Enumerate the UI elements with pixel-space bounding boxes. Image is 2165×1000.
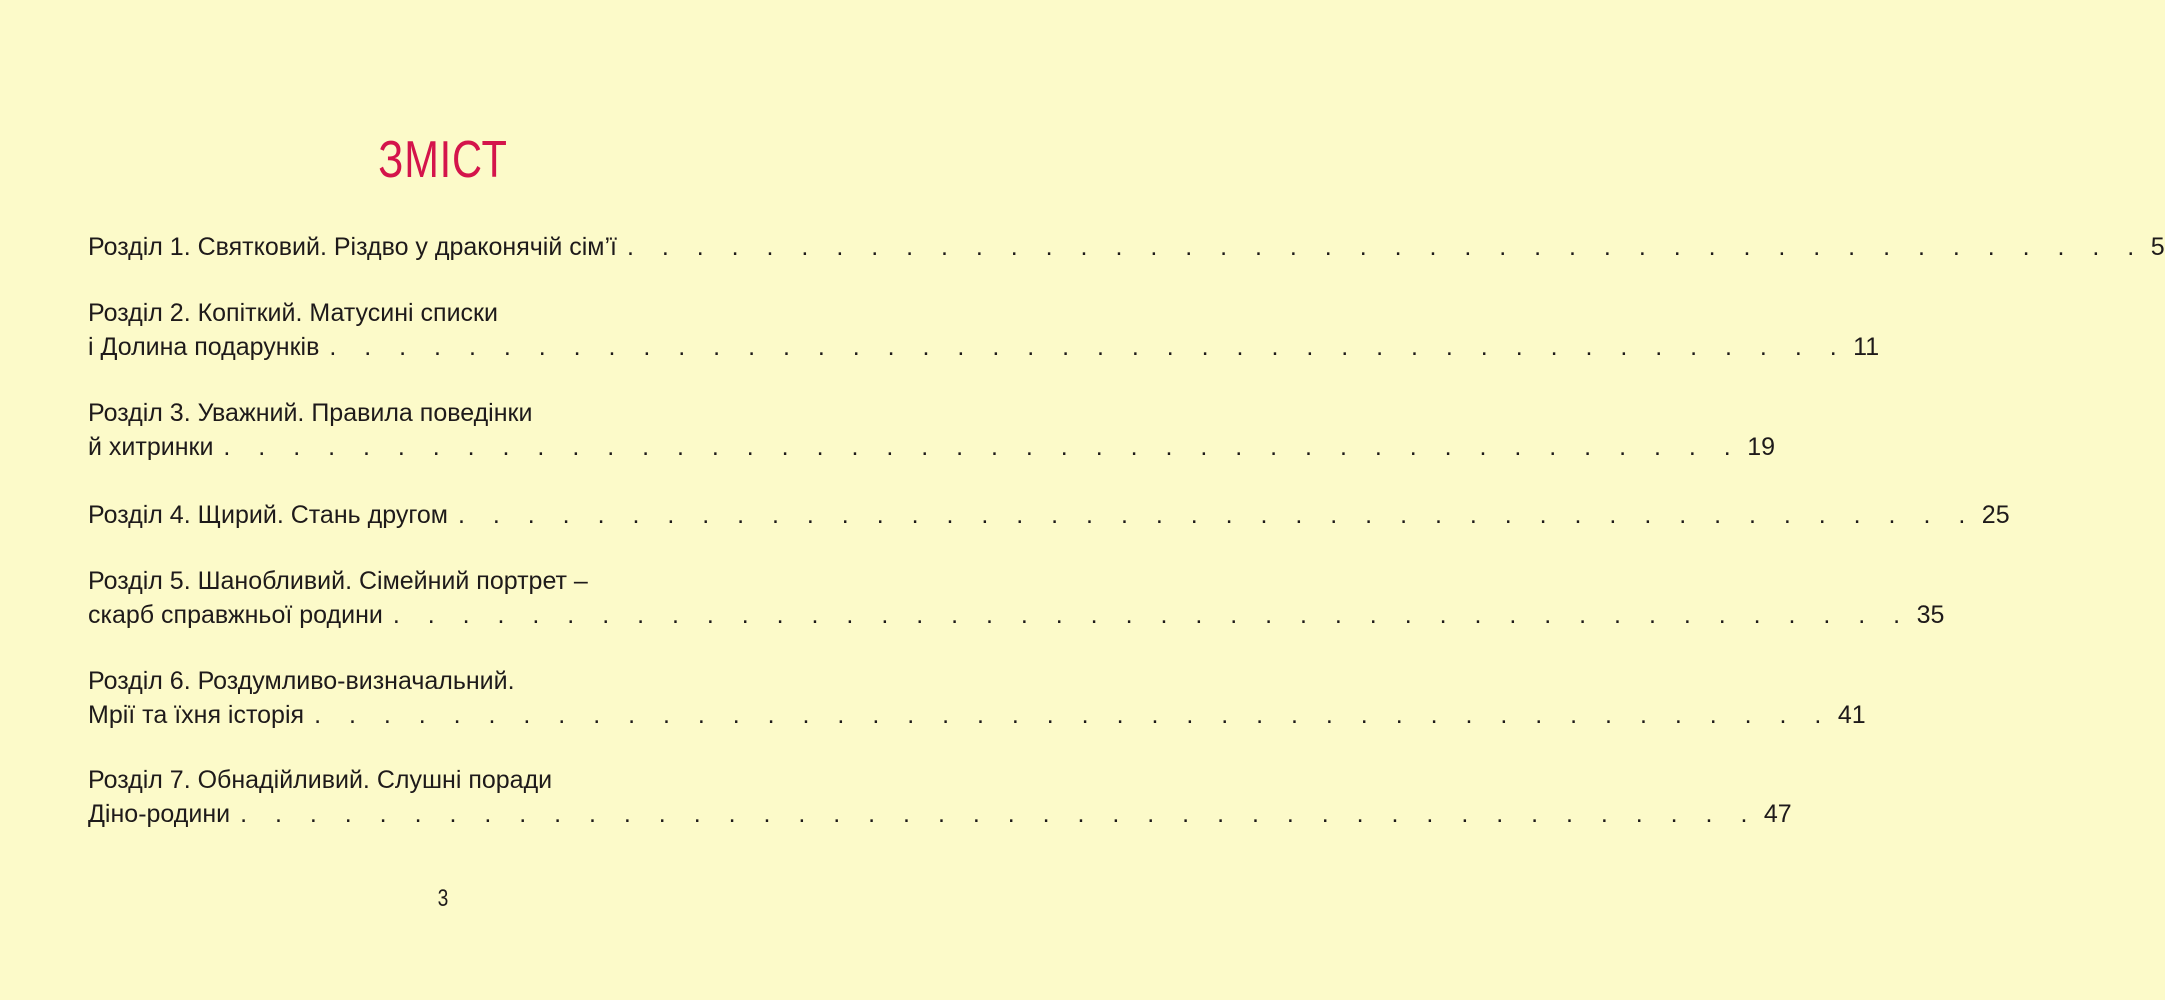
toc-entry-1[interactable] bbox=[88, 230, 2165, 264]
toc-line bbox=[88, 763, 800, 797]
dot-leader: . . . . . . . . . . . . . . . . . . . . . . . . . . . . . . . . . . . . . . . . . . . . bbox=[329, 333, 1848, 361]
toc-entry-5[interactable] bbox=[88, 564, 1945, 632]
toc-entry-3[interactable] bbox=[88, 396, 1776, 464]
toc-entry-7[interactable] bbox=[88, 763, 1792, 831]
toc-page-number: 35 bbox=[1916, 601, 1945, 629]
toc-entry-title-continued: і Долина подарунків bbox=[88, 333, 320, 361]
dot-leader: . . . . . . . . . . . . . . . . . . . . . . . . . . . . . . . . . . . . . . . . . . . . bbox=[314, 701, 1832, 729]
toc-entry-title-continued: й хитринки bbox=[88, 433, 214, 461]
page-number-footer: 3 bbox=[437, 885, 449, 912]
toc-entry-2[interactable] bbox=[88, 296, 1880, 364]
toc-line bbox=[88, 598, 1945, 632]
toc-line bbox=[88, 564, 800, 598]
toc-entry-title-continued: Діно-родини bbox=[88, 800, 231, 828]
toc-page-number: 11 bbox=[1853, 333, 1880, 361]
toc-entry-6[interactable] bbox=[88, 664, 1866, 732]
toc-page-number: 25 bbox=[1981, 501, 2010, 529]
toc-line bbox=[88, 430, 1776, 464]
toc-entry-title: Розділ 4. Щирий. Стань другом bbox=[88, 501, 448, 529]
toc-line bbox=[88, 396, 800, 430]
toc-entry-4[interactable] bbox=[88, 498, 2010, 532]
page-title: ЗМІСТ bbox=[378, 131, 508, 189]
toc-page-number: 19 bbox=[1747, 433, 1776, 461]
dot-leader: . . . . . . . . . . . . . . . . . . . . . . . . . . . . . . . . . . . . . . . . . . . . bbox=[626, 233, 2145, 261]
toc-page-number: 47 bbox=[1763, 800, 1792, 828]
toc-line bbox=[88, 296, 800, 330]
toc-entry-title: Розділ 7. Обнадійливий. Слушні поради bbox=[88, 766, 553, 794]
dot-leader: . . . . . . . . . . . . . . . . . . . . . . . . . . . . . . . . . . . . . . . . . . . . bbox=[223, 433, 1742, 461]
toc-line bbox=[88, 698, 1866, 732]
toc-page-number: 5 bbox=[2150, 233, 2165, 261]
toc-entry-title: Розділ 5. Шанобливий. Сімейний портрет – bbox=[88, 567, 588, 595]
toc-entry-title: Розділ 6. Роздумливо-визначальний. bbox=[88, 667, 515, 695]
toc-line bbox=[88, 330, 1880, 364]
toc-entry-title-continued: скарб справжньої родини bbox=[88, 601, 383, 629]
toc-line bbox=[88, 797, 1792, 831]
toc-entry-title: Розділ 2. Копіткий. Матусині списки bbox=[88, 299, 498, 327]
toc-line bbox=[88, 498, 2010, 532]
dot-leader: . . . . . . . . . . . . . . . . . . . . . . . . . . . . . . . . . . . . . . . . . . . . bbox=[392, 601, 1911, 629]
toc-entry-title: Розділ 1. Святковий. Різдво у драконячій сім’ї bbox=[88, 233, 617, 261]
toc-line bbox=[88, 664, 800, 698]
toc-line bbox=[88, 230, 2165, 264]
dot-leader: . . . . . . . . . . . . . . . . . . . . . . . . . . . . . . . . . . . . . . . . . . . . bbox=[240, 800, 1758, 828]
toc-page-number: 41 bbox=[1837, 701, 1866, 729]
toc-entry-title-continued: Мрії та їхня історія bbox=[88, 701, 305, 729]
dot-leader: . . . . . . . . . . . . . . . . . . . . . . . . . . . . . . . . . . . . . . . . . . . . bbox=[458, 501, 1976, 529]
toc-entry-title: Розділ 3. Уважний. Правила поведінки bbox=[88, 399, 533, 427]
